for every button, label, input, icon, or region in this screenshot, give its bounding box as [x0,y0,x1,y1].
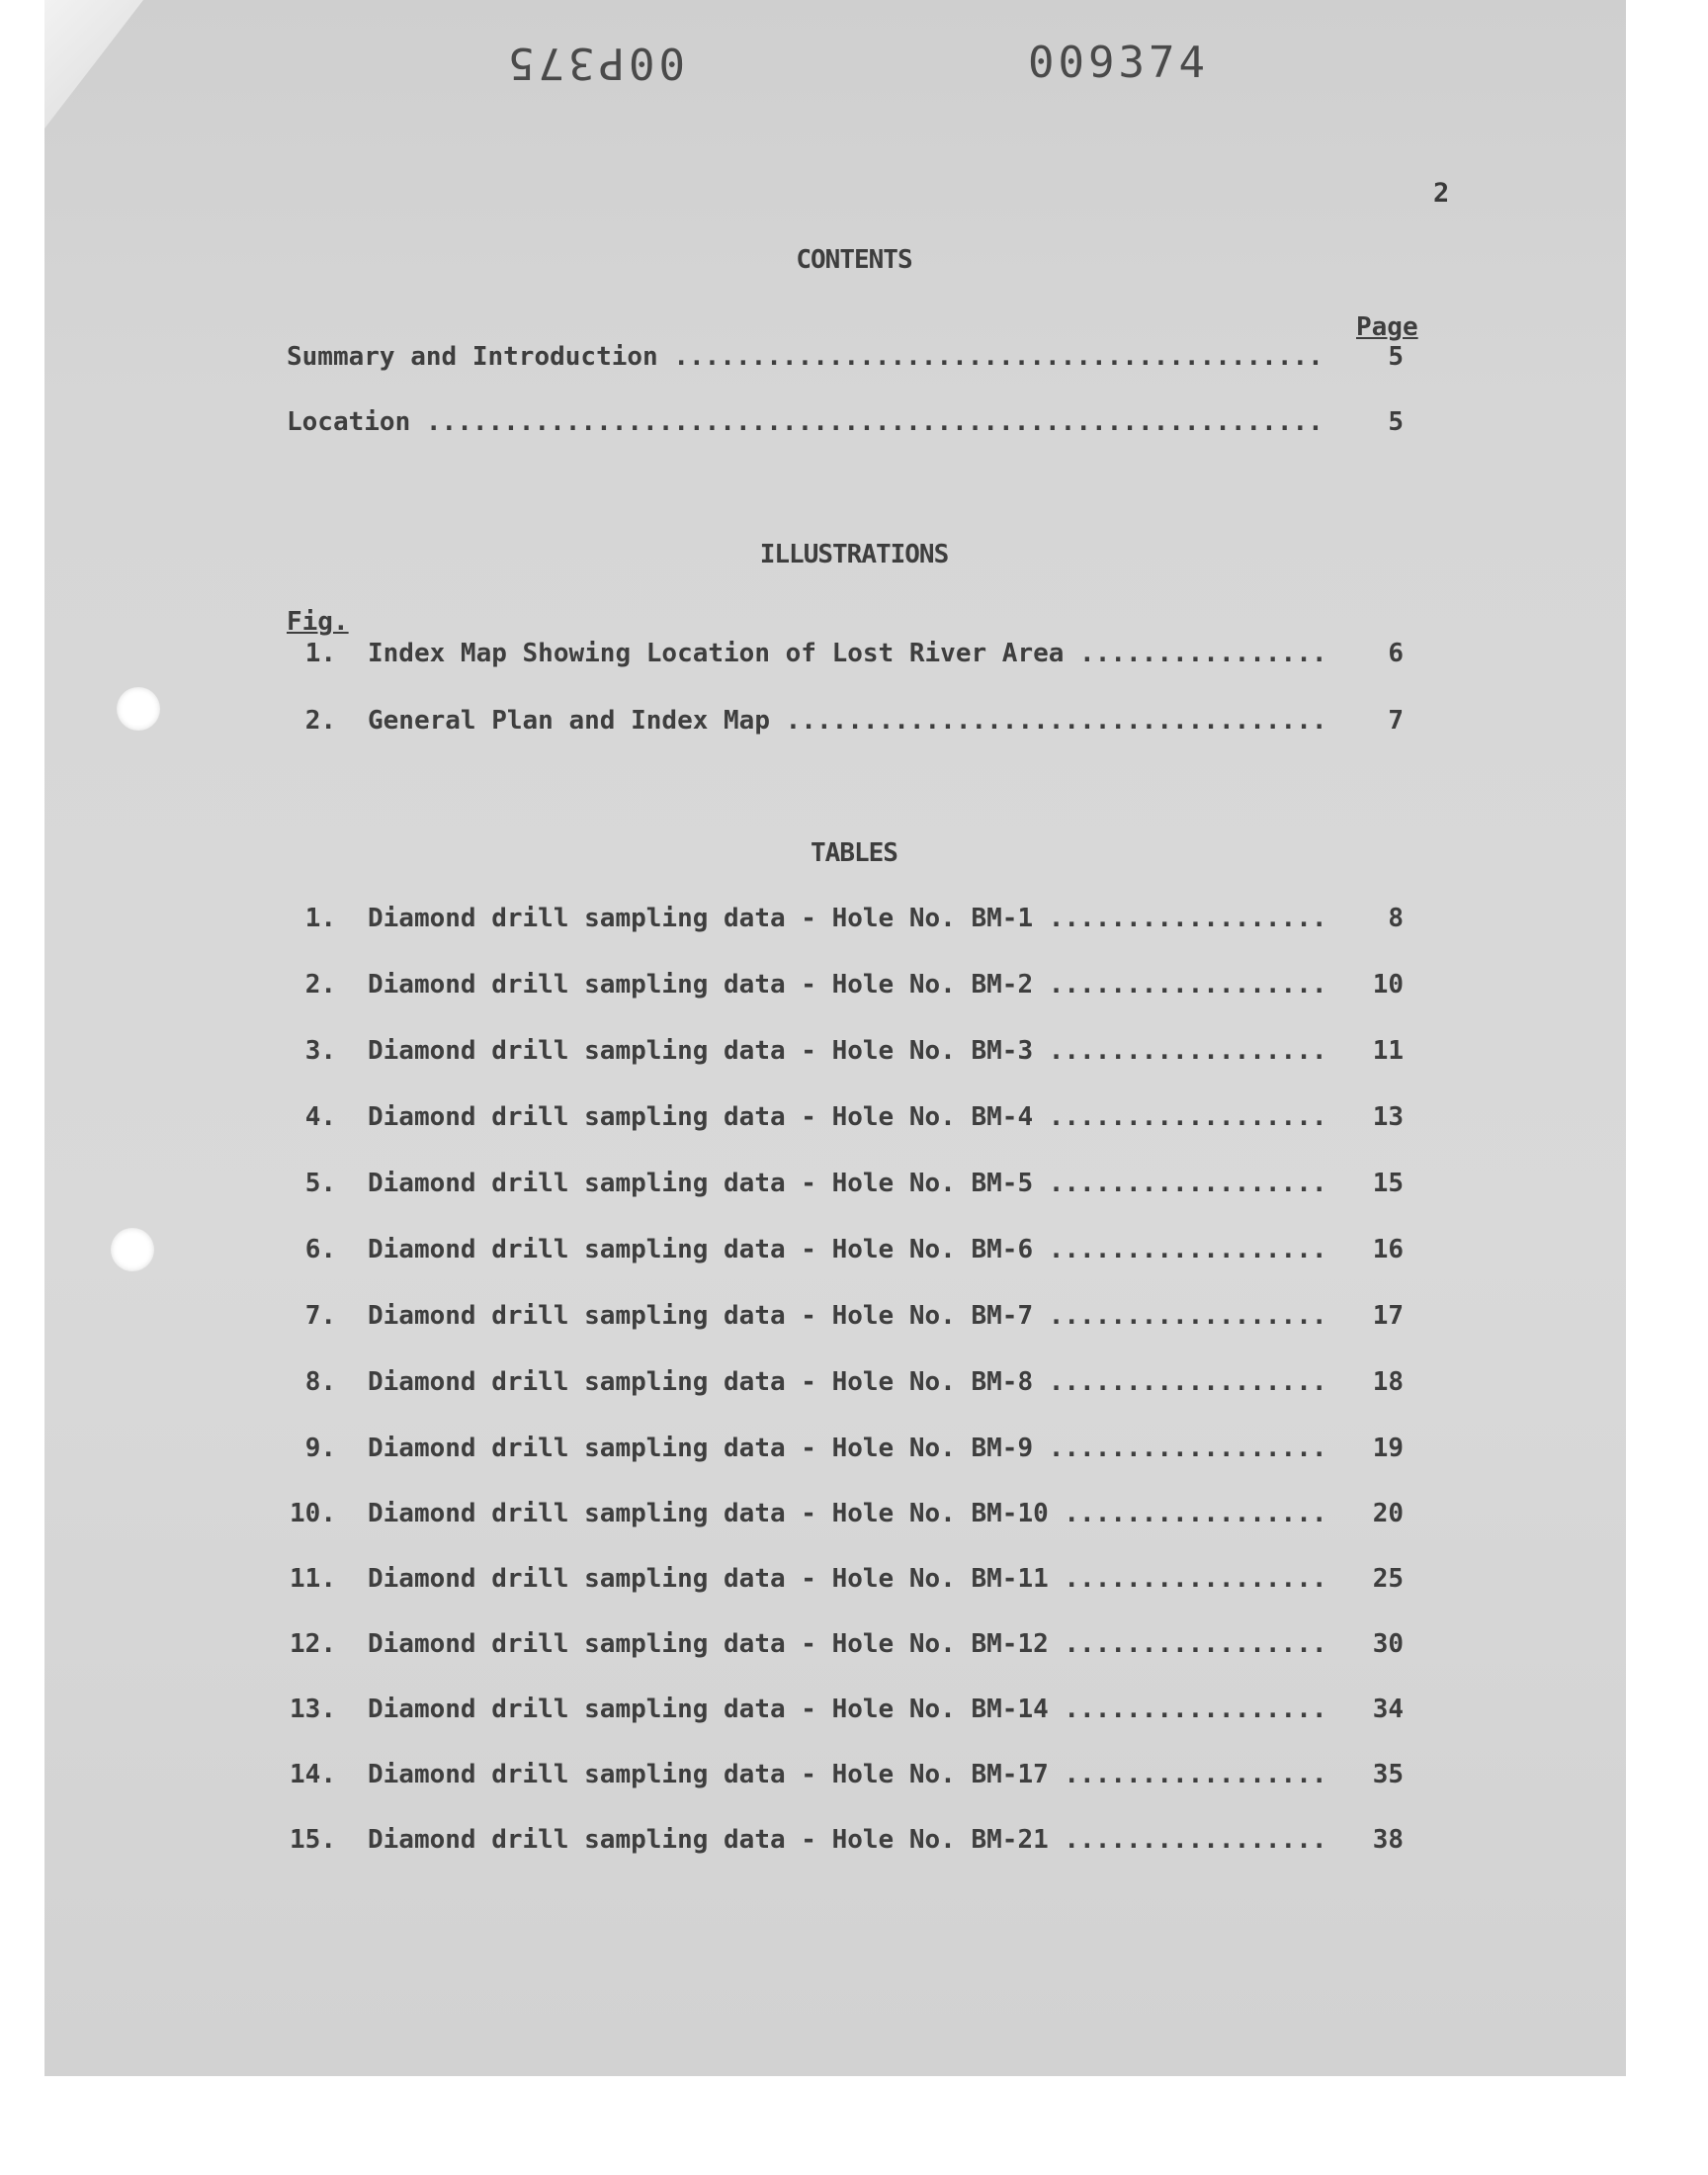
illustration-entry-number: 2. [304,706,336,736]
stamp-number-left: 00P375 [504,38,685,88]
table-entry-page: 8 [1388,904,1404,933]
illustration-entry-title: General Plan and Index Map ..... [368,706,1324,736]
table-entry [287,1760,1404,1795]
table-entry-page: 20 [1372,1499,1404,1528]
table-entry [287,1367,1404,1403]
table-entry [287,1695,1404,1730]
illustration-entry-page: 6 [1388,639,1404,668]
stamp-number-right: 009374 [1028,38,1209,88]
contents-entry-title: Location ..... [287,407,1324,437]
table-entry [287,970,1404,1005]
table-entry-title: Diamond drill sampling data - Hole No. BM-11 ..... [368,1564,1324,1594]
table-entry-title: Diamond drill sampling data - Hole No. BM-17 ..... [368,1760,1324,1789]
illustration-entry-page: 7 [1388,706,1404,736]
contents-entry [287,407,1404,443]
table-entry [287,1235,1404,1270]
table-entry-number: 4. [304,1102,336,1132]
punch-hole-bottom [111,1228,154,1271]
table-entry-page: 38 [1372,1825,1404,1855]
table-entry-page: 34 [1372,1695,1404,1724]
table-entry-title: Diamond drill sampling data - Hole No. BM-9 ..... [368,1434,1324,1463]
table-entry [287,1629,1404,1665]
table-entry-number: 2. [304,970,336,1000]
illustration-entry [287,639,1404,674]
table-entry-page: 15 [1372,1169,1404,1198]
table-entry-number: 12. [290,1629,336,1659]
table-entry-title: Diamond drill sampling data - Hole No. BM-3 ..... [368,1036,1324,1066]
punch-hole-top [117,687,160,731]
table-entry-title: Diamond drill sampling data - Hole No. BM-5 ..... [368,1169,1324,1198]
table-entry-number: 5. [304,1169,336,1198]
table-entry-page: 16 [1372,1235,1404,1264]
table-entry-number: 1. [304,904,336,933]
table-entry [287,1434,1404,1469]
table-entry [287,904,1404,939]
table-entry-title: Diamond drill sampling data - Hole No. BM-12 ..... [368,1629,1324,1659]
illustration-entry-number: 1. [304,639,336,668]
illustrations-heading: ILLUSTRATIONS [759,540,949,569]
table-entry [287,1301,1404,1337]
table-entry-page: 25 [1372,1564,1404,1594]
table-entry-title: Diamond drill sampling data - Hole No. BM-10 ..... [368,1499,1324,1528]
table-entry-title: Diamond drill sampling data - Hole No. BM-1 ..... [368,904,1324,933]
table-entry-number: 3. [304,1036,336,1066]
table-entry-title: Diamond drill sampling data - Hole No. BM-6 ..... [368,1235,1324,1264]
table-entry-title: Diamond drill sampling data - Hole No. BM-2 ..... [368,970,1324,1000]
table-entry [287,1825,1404,1861]
table-entry-page: 18 [1372,1367,1404,1397]
table-entry-title: Diamond drill sampling data - Hole No. BM-21 ..... [368,1825,1324,1855]
table-entry [287,1036,1404,1072]
table-entry-page: 10 [1372,970,1404,1000]
contents-entry-page: 5 [1388,342,1404,372]
table-entry-page: 30 [1372,1629,1404,1659]
table-entry-title: Diamond drill sampling data - Hole No. BM-7 ..... [368,1301,1324,1331]
table-entry-number: 8. [304,1367,336,1397]
table-entry-number: 9. [304,1434,336,1463]
tables-heading: TABLES [811,838,897,868]
table-entry [287,1102,1404,1138]
table-entry-page: 13 [1372,1102,1404,1132]
table-entry-number: 10. [290,1499,336,1528]
table-entry-page: 19 [1372,1434,1404,1463]
table-entry-number: 7. [304,1301,336,1331]
table-entry-number: 15. [290,1825,336,1855]
contents-heading: CONTENTS [796,245,912,275]
table-entry-title: Diamond drill sampling data - Hole No. BM-8 ..... [368,1367,1324,1397]
table-entry-number: 11. [290,1564,336,1594]
illustration-entry [287,706,1404,741]
table-entry-page: 17 [1372,1301,1404,1331]
table-entry-number: 13. [290,1695,336,1724]
page-number: 2 [1433,178,1450,209]
table-entry-number: 14. [290,1760,336,1789]
illustration-entry-title: Index Map Showing Location of Lost River Area ..... [368,639,1324,668]
table-entry [287,1169,1404,1204]
table-entry-page: 11 [1372,1036,1404,1066]
table-entry-page: 35 [1372,1760,1404,1789]
table-entry [287,1499,1404,1534]
contents-entry-title: Summary and Introduction ..... [287,342,1324,372]
table-entry-number: 6. [304,1235,336,1264]
table-entry [287,1564,1404,1600]
fig-column-label: Fig. [287,607,349,637]
contents-entry [287,342,1404,378]
contents-entry-page: 5 [1388,407,1404,437]
table-entry-title: Diamond drill sampling data - Hole No. BM-14 ..... [368,1695,1324,1724]
table-entry-title: Diamond drill sampling data - Hole No. BM-4 ..... [368,1102,1324,1132]
page-column-label: Page [1356,312,1418,342]
